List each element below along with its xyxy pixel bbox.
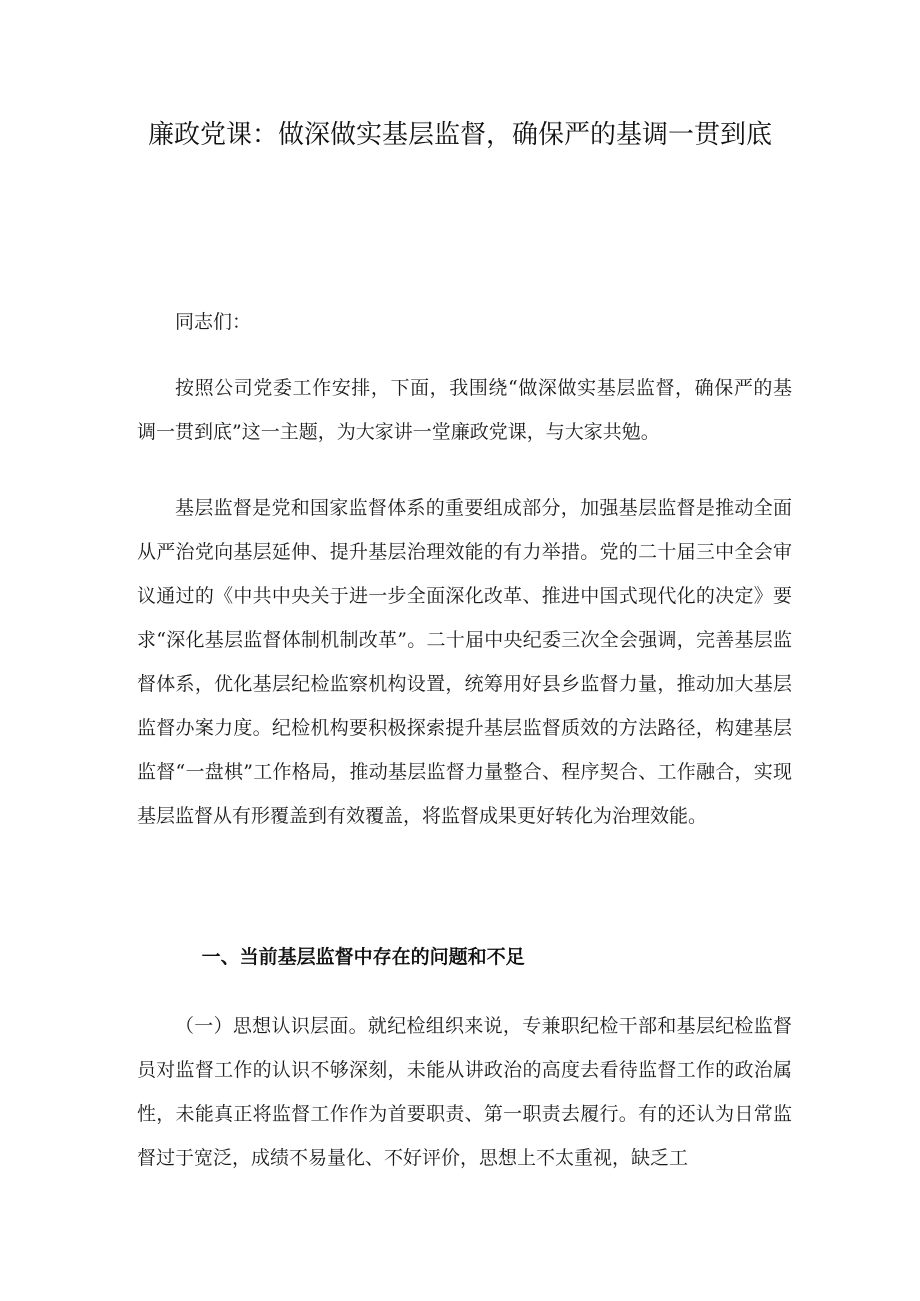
document-title: 廉政党课：做深做实基层监督，确保严的基调一贯到底 (147, 120, 772, 150)
salutation: 同志们： (175, 311, 252, 333)
paragraph-section-one: （一）思想认识层面。就纪检组织来说，专兼职纪检干部和基层纪检监督员对监督工作的认识不够深刻，未能从讲政治的高度去看待监督工作的政治属性，未能真正将监督工作作为首要职责、第一职责去履行。有的还认为日常监督过于宽泛，成绩不易量化、不好评价，思想上不太重视，缺乏工 (137, 1015, 792, 1169)
paragraph-background: 基层监督是党和国家监督体系的重要组成部分，加强基层监督是推动全面从严治党向基层延伸、提升基层治理效能的有力举措。党的二十届三中全会审议通过的《中共中央关于进一步全面深化改革、推进中国式现代化的决定》要求“深化基层监督体制机制改革”。二十届中央纪委三次全会强调，完善基层监督体系，优化基层纪检监察机构设置，统筹用好县乡监督力量，推动加大基层监督办案力度。纪检机构要积极探索提升基层监督质效的方法路径，构建基层监督“一盘棋”工作格局，推动基层监督力量整合、程序契合、工作融合，实现基层监督从有形覆盖到有效覆盖，将监督成果更好转化为治理效能。 (137, 497, 792, 827)
paragraph-intro: 按照公司党委工作安排，下面，我围绕“做深做实基层监督，确保严的基调一贯到底”这一主题，为大家讲一堂廉政党课，与大家共勉。 (137, 377, 792, 443)
section-heading: 一、当前基层监督中存在的问题和不足 (201, 946, 525, 968)
